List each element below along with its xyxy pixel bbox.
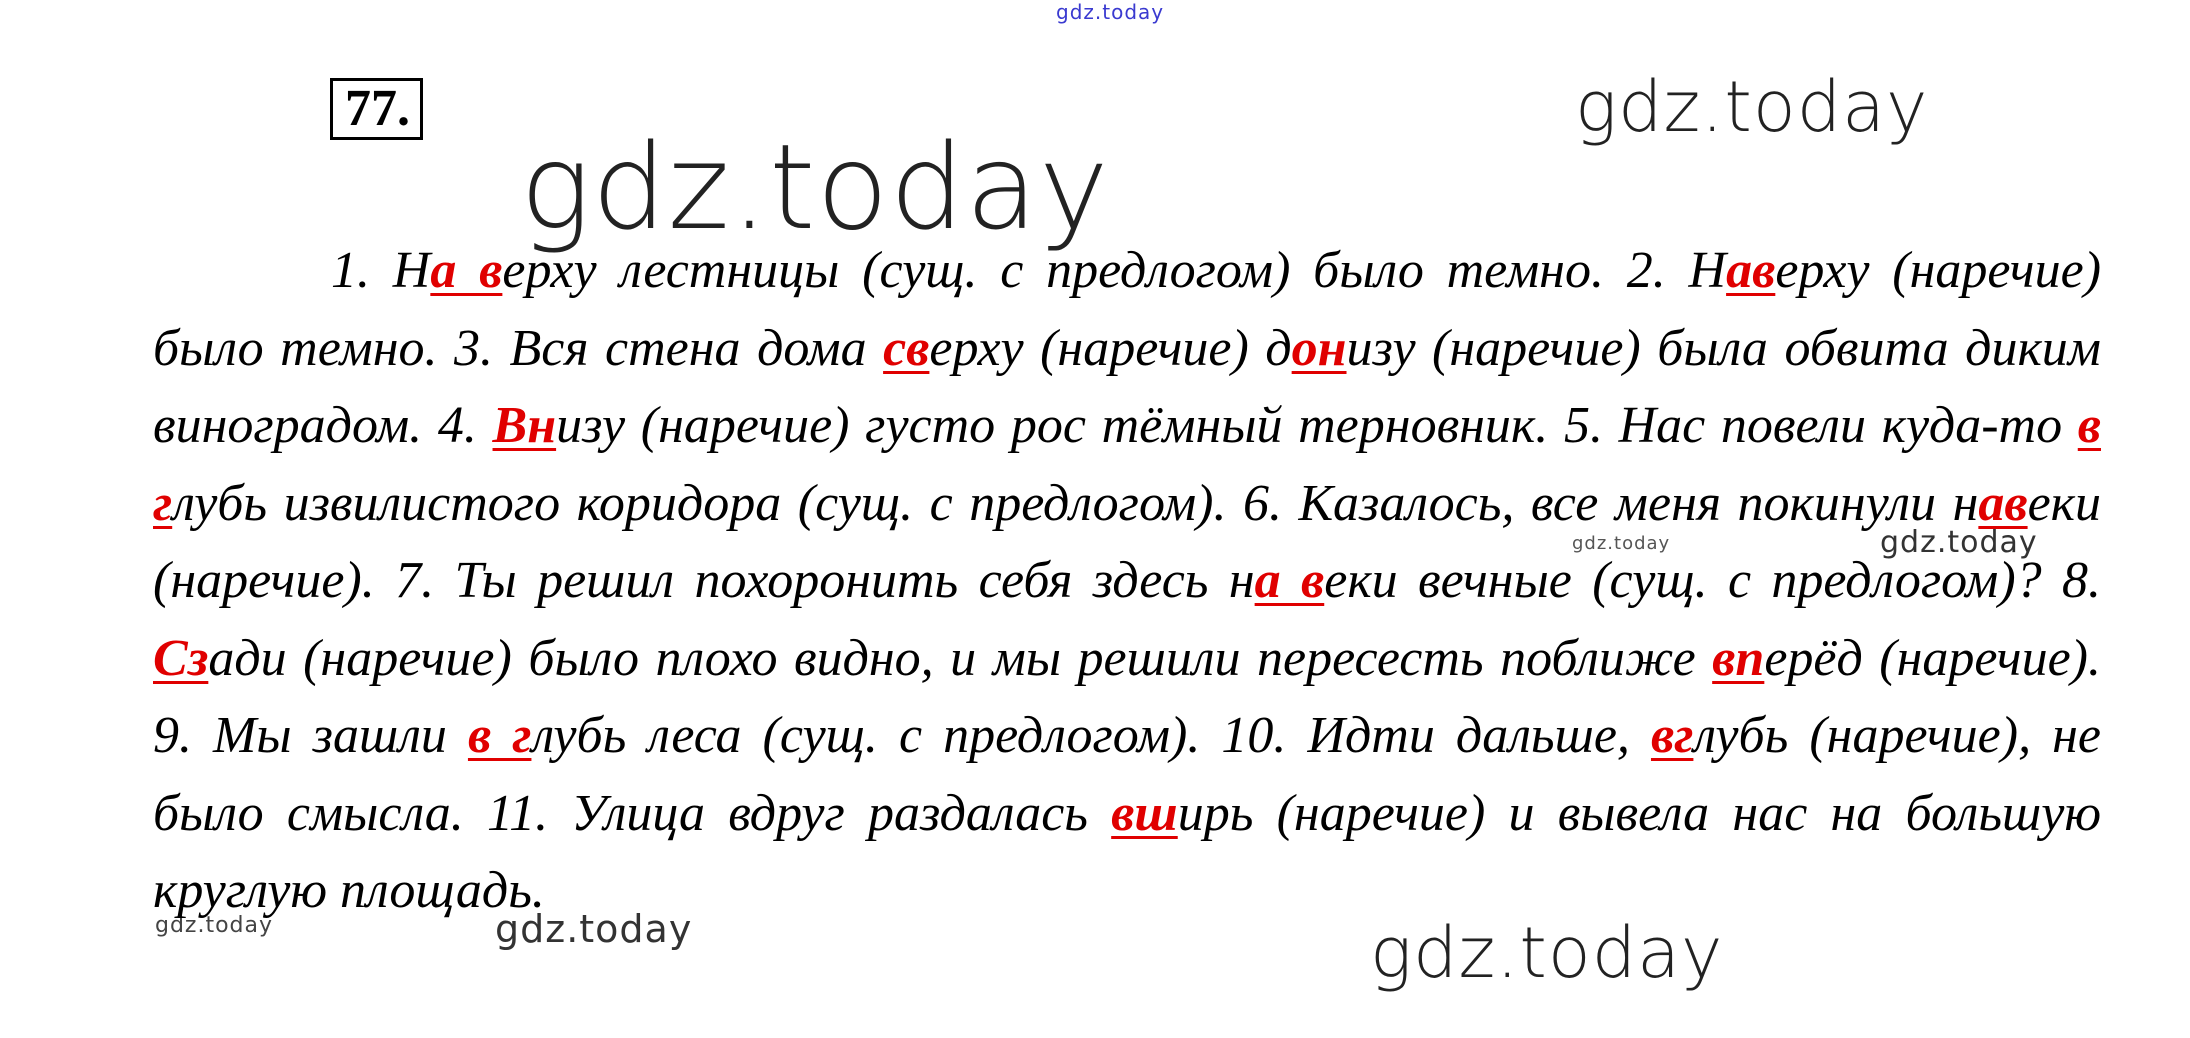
highlighted-letters: вш [1111,784,1178,842]
watermark-bottom-right: gdz.today [1370,912,1724,994]
text-segment: изу (наречие) густо рос тёмный терновник. 5. Нас повели куда-то [556,397,2078,454]
text-segment: еки вечные (сущ. с предлогом)? 8. [1324,552,2102,609]
text-segment: лубь (наречие), не было смысла. 11. Улица вдруг раздалась [153,707,2102,842]
highlighted-letters: вг [1650,707,1694,764]
highlighted-letters: вп [1712,629,1765,687]
watermark-large: gdz.today [520,118,1110,256]
highlighted-letters: а в [430,242,503,299]
watermark-top: gdz.today [1056,0,1165,24]
highlighted-letters: Сз [153,629,209,687]
text-segment: ирь (наречие) и вывела нас на большую круглую площадь. [153,784,2101,919]
text-segment: еки (наречие). 7. Ты решил похоронить себя здесь н [153,474,2101,609]
highlighted-letters: в г [467,707,532,764]
watermark-small: gdz.today [1572,533,1671,554]
highlighted-letters: ав [1978,474,2028,532]
text-segment: лубь леса (сущ. с предлогом). 10. Идти дальше, [531,707,1651,764]
highlighted-letters: а в [1254,552,1325,609]
text-segment: 1. Н [331,242,431,299]
watermark-bottom-left: gdz.today [155,913,274,938]
text-segment: ерёд (наречие). 9. Мы зашли [153,629,2101,764]
highlighted-letters: он [1291,319,1347,377]
exercise-number: 77. [330,78,423,140]
highlighted-letters: св [883,319,930,377]
text-segment: лубь извилистого коридора (сущ. с предлогом). 6. Казалось, все меня покинули н [172,474,1979,532]
highlighted-letters: Вн [492,397,557,454]
exercise-text [153,232,2101,930]
highlighted-letters: ав [1726,242,1776,299]
text-segment: ади (наречие) было плохо видно, и мы решили пересесть поближе [208,629,1713,687]
text-segment: изу (наречие) была обвита диким виноградом. 4. [153,319,2101,454]
text-segment: ерху (наречие) д [929,319,1292,377]
text-segment: ерху лестницы (сущ. с предлогом) было темно. 2. Н [502,242,1727,299]
watermark-bottom: gdz.today [495,907,693,951]
watermark-right: gdz.today [1880,525,2038,560]
text-segment: ерху (наречие) было темно. 3. Вся стена дома [153,242,2102,377]
watermark-top-right: gdz.today [1575,66,1929,148]
highlighted-letters: в г [153,397,2101,532]
